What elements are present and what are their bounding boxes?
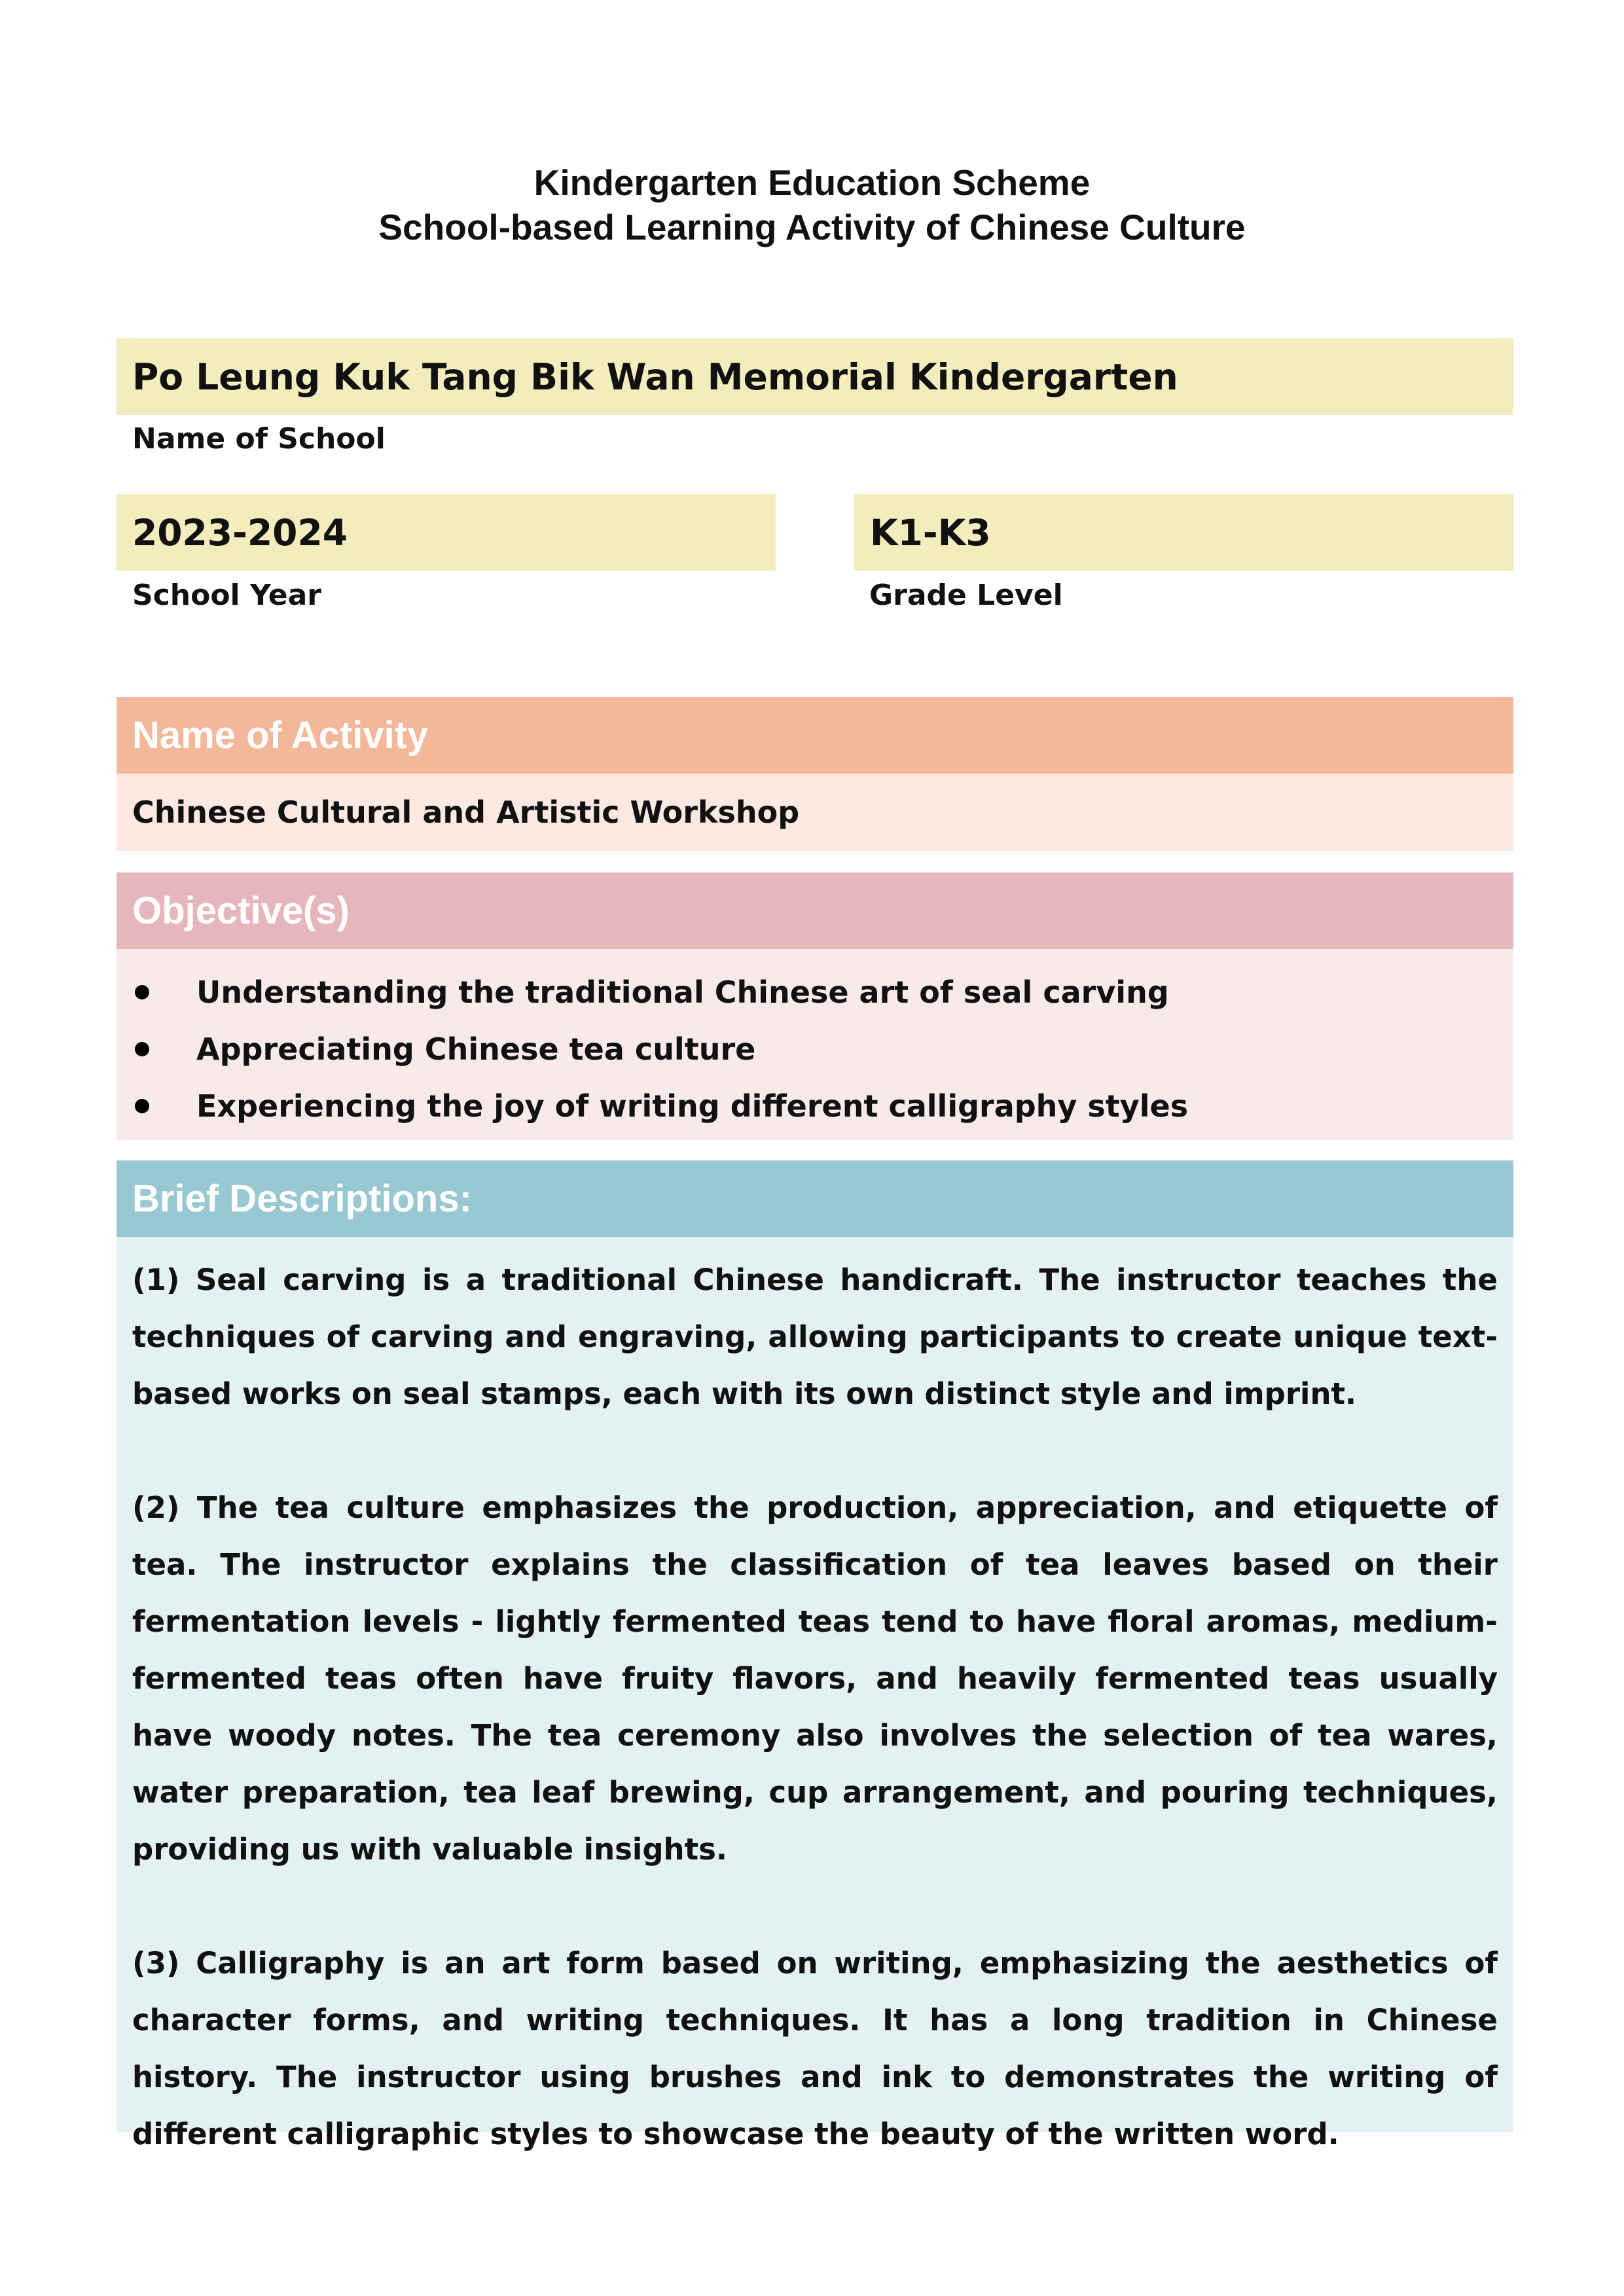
grade-level-field: K1-K3 (854, 494, 1513, 571)
bullet-icon (135, 1042, 149, 1056)
school-year-caption: School Year (132, 579, 322, 612)
objective-text: Appreciating Chinese tea culture (196, 1031, 756, 1067)
title-line-2: School-based Learning Activity of Chinese Culture (378, 207, 1246, 247)
description-paragraph: (2) The tea culture emphasizes the production, appreciation, and etiquette of tea. The instructor explains the classification of tea leaves based on their fermentation levels - lightly fermented teas tend to have floral aromas, medium-fermented teas often have fruity flavors, and heavily fermented teas usually have woody notes. The tea ceremony also involves the selection of tea wares, water preparation, tea leaf brewing, cup arrangement, and pouring techniques, providing us with valuable insights. (132, 1490, 1498, 1867)
objectives-heading: Objective(s) (117, 872, 1513, 949)
descriptions-body (117, 1237, 1513, 2151)
objective-item (117, 1020, 1513, 1077)
description-paragraph: (1) Seal carving is a traditional Chinese handicraft. The instructor teaches the techniques of carving and engraving, allowing participants to create unique text-based works on seal stamps, each with its own distinct style and imprint. (132, 1263, 1498, 1411)
description-paragraph: (3) Calligraphy is an art form based on writing, emphasizing the aesthetics of character forms, and writing techniques. It has a long tradition in Chinese history. The instructor using brushes and ink to demonstrates the writing of different calligraphic styles to showcase the beauty of the written word. (132, 1946, 1498, 2151)
objective-item (117, 963, 1513, 1020)
bullet-icon (135, 985, 149, 999)
activity-name: Chinese Cultural and Artistic Workshop (117, 774, 1513, 851)
bullet-icon (135, 1099, 149, 1113)
title-line-1: Kindergarten Education Scheme (533, 162, 1091, 203)
grade-level-caption: Grade Level (869, 579, 1063, 612)
objectives-list (117, 949, 1513, 1140)
descriptions-heading: Brief Descriptions: (117, 1160, 1513, 1237)
document-title (0, 160, 1624, 249)
objective-item (117, 1077, 1513, 1134)
objective-text: Experiencing the joy of writing different calligraphy styles (196, 1088, 1189, 1124)
school-year-field: 2023-2024 (117, 494, 776, 571)
objective-text: Understanding the traditional Chinese art of seal carving (196, 974, 1169, 1010)
school-name-field: Po Leung Kuk Tang Bik Wan Memorial Kindergarten (117, 338, 1513, 415)
activity-heading: Name of Activity (117, 697, 1513, 774)
school-name-caption: Name of School (132, 422, 386, 456)
